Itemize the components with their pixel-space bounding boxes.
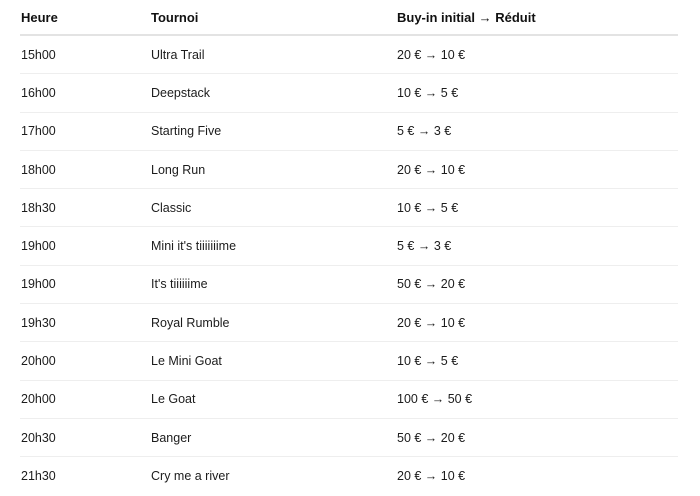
time-cell: 16h00 [20, 74, 150, 112]
time-cell: 19h30 [20, 304, 150, 342]
buyin-cell: 10 € → 5 € [396, 342, 678, 380]
buyin-cell: 50 € → 20 € [396, 265, 678, 303]
table-row [20, 35, 678, 74]
tournament-cell: Mini it's tiiiiiiime [150, 227, 396, 265]
tournament-schedule-table [20, 0, 678, 495]
time-cell: 17h00 [20, 112, 150, 150]
buyin-cell: 5 € → 3 € [396, 227, 678, 265]
buyin-cell: 20 € → 10 € [396, 150, 678, 188]
table-row [20, 380, 678, 418]
buyin-cell: 20 € → 10 € [396, 304, 678, 342]
tournament-cell: Banger [150, 418, 396, 456]
tournament-cell: Classic [150, 189, 396, 227]
buyin-cell: 20 € → 10 € [396, 35, 678, 74]
table-row [20, 227, 678, 265]
time-cell: 20h00 [20, 380, 150, 418]
buyin-cell: 10 € → 5 € [396, 189, 678, 227]
table-header [20, 0, 678, 35]
buyin-cell: 50 € → 20 € [396, 418, 678, 456]
time-cell: 18h00 [20, 150, 150, 188]
tournament-cell: Ultra Trail [150, 35, 396, 74]
table-body [20, 35, 678, 495]
header-time: Heure [20, 0, 150, 35]
tournament-cell: Starting Five [150, 112, 396, 150]
header-buyin: Buy-in initial → Réduit [396, 0, 678, 35]
table-row [20, 342, 678, 380]
tournament-cell: It's tiiiiiime [150, 265, 396, 303]
time-cell: 15h00 [20, 35, 150, 74]
time-cell: 19h00 [20, 265, 150, 303]
table-row [20, 265, 678, 303]
tournament-cell: Royal Rumble [150, 304, 396, 342]
buyin-cell: 20 € → 10 € [397, 468, 466, 483]
buyin-cell: 10 € → 5 € [396, 74, 678, 112]
tournament-cell: Deepstack [150, 74, 396, 112]
header-row [20, 0, 678, 35]
tournament-schedule-table-container [20, 0, 678, 495]
table-row [20, 304, 678, 342]
table-row [20, 150, 678, 188]
table-row [20, 189, 678, 227]
table-row [20, 112, 678, 150]
tournament-cell: Long Run [150, 150, 396, 188]
time-cell: 20h00 [20, 342, 150, 380]
time-cell: 21h30 [21, 468, 56, 483]
tournament-cell: Cry me a river [151, 468, 230, 483]
time-cell: 20h30 [20, 418, 150, 456]
table-row [20, 74, 678, 112]
time-cell: 18h30 [20, 189, 150, 227]
table-row [20, 418, 678, 456]
tournament-cell: Le Mini Goat [150, 342, 396, 380]
buyin-cell: 100 € → 50 € [396, 380, 678, 418]
time-cell: 19h00 [20, 227, 150, 265]
header-tournament: Tournoi [150, 0, 396, 35]
buyin-cell: 5 € → 3 € [396, 112, 678, 150]
table-row [20, 457, 678, 495]
tournament-cell: Le Goat [150, 380, 396, 418]
